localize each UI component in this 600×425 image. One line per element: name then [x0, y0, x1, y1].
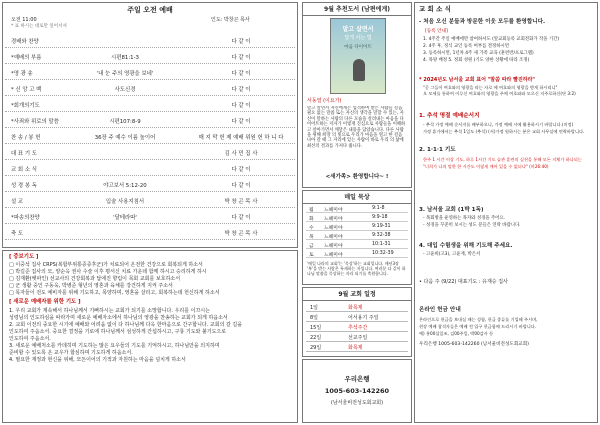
- left-page: [2, 2, 298, 423]
- news-welcome: - 처음 오신 분들과 방문한 이웃 모두를 환영합니다.: [419, 19, 546, 25]
- news-motto: * 2024년도 남서울 교회 표어 "말씀 따라 빨진하라": [419, 77, 536, 83]
- news-header: 교 회 소 식: [419, 5, 451, 13]
- news-item: 오 모세를 통하여 이루신 여호와의 영광을 주께 여호와와 모으신 저주로하신(단 3:2): [423, 91, 576, 96]
- account-panel: [302, 359, 412, 423]
- order-label: 성 경 봉 독: [11, 183, 37, 189]
- order-label: *사죄와 위로의 말씀: [11, 119, 59, 125]
- calendar-row: 토 느헤미야 10:32-39: [306, 249, 408, 258]
- news-item: 3. 등록하시면, 1년차 4주 새 가족 교육 (훈련반/프로그램): [423, 51, 534, 56]
- prayer-item: □ 군 생활 중인 구동욱, 박병준 형년의 영혼과 육체를 강건하게 지켜 주소서: [9, 283, 173, 289]
- order-right: 다 같 이: [231, 215, 251, 221]
- account-holder: (남서울비전성도회교회): [330, 400, 384, 406]
- newfamily-item: 3. 새로운 예배처소를 카데히며 기도하는 많은 요우들의 기도를 기억하시고, 하나님만을 의지하며: [9, 343, 220, 349]
- prayer-item: □ 이중석 집사 CRPS(복합부위통증증후군)가 치료되어 온전한 건강으로 회복되게 하소서: [9, 262, 203, 268]
- schedule-row: 8일 어서용기 주일: [306, 312, 408, 322]
- order-label: *파송의찬양: [11, 215, 40, 221]
- order-mid: 시편107:8-9: [109, 119, 141, 125]
- news-item: 예) 홍00십일조, 김00주일, 박00감사 등: [419, 331, 494, 336]
- order-mid: 야고보서 5:12-20: [103, 183, 147, 189]
- book-cover: [330, 18, 386, 94]
- news-item: - 추석 가정 예배 순서지를 배부하오니, 가정 예배 시에 활용하시기 바랍니다.(미정): [423, 122, 574, 127]
- news-item: "너희가 나의 말한 한 시간도 이렇게 깨어 있을 수 없더냐" (마26:40): [423, 164, 549, 169]
- star-note: * 표 하시는 대로만 일어서셔: [11, 24, 67, 29]
- account-bank: 우리은행: [344, 375, 370, 383]
- news-section-title: 2. 1·1·1 기도: [419, 147, 456, 153]
- schedule-row: 15일 추석주간: [306, 322, 408, 332]
- news-item: - 고윤희(고3), 고윤재, 박은서: [423, 252, 481, 257]
- order-label: 축 도: [11, 231, 24, 237]
- order-row: [5, 225, 295, 240]
- news-section-title: 3. 남서울 교회 (1박 1독): [419, 207, 484, 213]
- order-right: 다 같 이: [231, 119, 251, 125]
- order-label: * 신 앙 고 백: [11, 87, 42, 93]
- news-item: 한주 1 시간 이상 기도, 하루 1시간 기도 습관 훈련의 실천을 통해 모든 지체가 하나되는: [423, 157, 582, 162]
- prayer-title: [ 중보기도 ]: [9, 254, 39, 260]
- news-panel: [414, 2, 598, 423]
- order-right: 박 창 곤 목 사: [224, 231, 258, 237]
- prayer-item: □ 박길준 집사의 모, 양순옥 권사 수술 이후 평서신 치료 가운데 함께 하시고 승리하게 하시: [9, 269, 207, 275]
- newfamily-item: 인도하여 주옵소서. 중요한 결정을 기로에 하나님께서 섬성하게 간섭하시고, 구룡 기도와 불기도으로: [9, 329, 227, 335]
- calendar-panel: [302, 190, 412, 285]
- newfamily-item: 2. 교회 이전의 중요한 시기에 예배와 어려움 없이 다 하나님께 다옥 한마음으로 간구합니다. 교회의 갈 길을: [9, 322, 243, 328]
- order-row: [5, 129, 295, 144]
- book-author: 서동열 (이요가): [307, 98, 342, 104]
- order-right: 김 사 민 집 사: [224, 151, 258, 157]
- order-right: 다 같 이: [231, 87, 251, 93]
- news-item: 2. 4주 후, 정식 교인 등록 여부를 결정하시면: [423, 44, 510, 49]
- newfamily-title: [ 새로운 예배자를 위한 기도 ]: [9, 299, 81, 305]
- newfamily-item: 4. 필요한 재정과 현신을 위해, 모든이어의 기적과 자원하는 마음을 넘치게 하소서: [9, 357, 186, 363]
- cover-figure: [353, 59, 365, 81]
- order-row: [5, 209, 295, 224]
- news-item: 4. 목양 배정 5. 정회 성원 (기도 양한 상황에 따라 조정): [423, 58, 530, 63]
- order-row: [5, 177, 295, 192]
- order-label: 설 교: [11, 199, 24, 205]
- calendar-row: 수 느헤미야 9:19-31: [306, 222, 408, 231]
- calendar-row: 월 느헤미야 9:1-8: [306, 204, 408, 213]
- order-of-worship-panel: [2, 2, 298, 248]
- calendar-row: 화 느헤미야 9:9-18: [306, 213, 408, 222]
- order-row: [5, 81, 295, 96]
- order-label: 교 회 소 식: [11, 167, 37, 173]
- calendar-row: 금 느헤미야 10:1-31: [306, 240, 408, 249]
- newfamily-item: 준비할 수 있도록 온 교우가 합심하며 기도하게 하옵소서.: [9, 350, 133, 356]
- schedule-panel: [302, 287, 412, 357]
- schedule-row: 22일 선교주일: [306, 332, 408, 342]
- news-item: 현장 예배 참석자들은 예배 전 입구 헌금함에 드리시기 바랍니다.: [419, 324, 537, 329]
- order-row: [5, 161, 295, 176]
- order-row: [5, 65, 295, 80]
- cover-title-1: 말고 살면서: [342, 26, 374, 33]
- order-label: 대 표 기 도: [11, 151, 37, 157]
- worship-title: 주일 오전 예배: [127, 6, 173, 14]
- order-row: [5, 33, 295, 48]
- order-row: [5, 193, 295, 208]
- order-mid: '내 눈 주의 영광을 보네': [96, 71, 154, 77]
- order-label: 찬 송 / 봉 헌: [11, 135, 41, 141]
- order-right: 다 같 이: [231, 71, 251, 77]
- book-header: 9월 추천도서 (남편에게): [303, 4, 411, 16]
- news-item: 우리은행 1005-603-142260 (남서울비전성도회교회): [419, 342, 529, 347]
- news-item: 온라인으로 헌금을 보내실 때는 성함, 헌금 종류를 기입해 주시며,: [419, 317, 538, 322]
- order-label: *영 광 송: [11, 71, 33, 77]
- calendar-row: 목 느헤미야 9:32-38: [306, 231, 408, 240]
- order-mid: '달테라따': [113, 215, 137, 221]
- order-row: [5, 145, 295, 160]
- news-next-prayer: • 다음 주 (9/22) 대표기도 : 유재승 집사: [419, 279, 508, 285]
- order-right: 다 같 이: [231, 183, 251, 189]
- order-mid: 입술 사용지침서: [105, 199, 145, 205]
- schedule-row: 1일 화목제: [306, 302, 408, 312]
- news-online-title: 온라인 헌금 안내: [419, 307, 461, 313]
- news-registration-title: [등록 안내]: [425, 29, 448, 34]
- calendar-title: 매일 묵상: [303, 192, 411, 204]
- book-description: 말고 살면서 자신에게는 엄격하며 받는 사람들 걸음 필요 없는 말씀 또는 자신의 생각을 말할 수 있는, 자신이 말하는 사람의 다른 모습을 살려내는 마음을 다이어트하는 저자가 이렇게 진심으로 사람들을 이해하고 살아가면서 깨달은 내용을 담았습니다. 다른 사람을 위해 희망 의 빛으로 우리가 마음을 열고 한 걸음 나아 갈 때 그 자리에 있는 사람이 바로 우리 의 삶에 최선의 결과를 가져다 줍니다.: [307, 106, 406, 149]
- news-item: - 성경을 꾸준히 보시는 성도 분들은 연락 바랍니다.: [423, 223, 521, 228]
- order-label: *예배의 부름: [11, 55, 42, 61]
- book-notice: <새가족> 환영합니다~ !: [325, 174, 389, 180]
- schedule-row: 29일 화목제: [306, 342, 408, 352]
- order-right: 다 같 이: [231, 55, 251, 61]
- newfamily-item: 인도하여 주옵소서.: [9, 336, 51, 342]
- prayer-item: □ 김재환(벳파인) 선교사의 건강회복과 답에진 향림이 목회 교회를 보호하소서: [9, 276, 181, 282]
- order-row: [5, 49, 295, 64]
- worship-preacher: 인도: 박창곤 목사: [211, 17, 250, 23]
- cover-subtitle: 마음 다이어트: [344, 45, 372, 50]
- news-item: 1. 4주간 주일 예배에만 참여하셔도 (앞교회등록 교회전화가 작을 기간): [423, 37, 560, 42]
- news-item: "곧 그들이 여호와의 영광을 라는 자로 에 여호와의 영광을 받게 하시리니": [423, 85, 558, 90]
- order-label: *회개의기도: [11, 103, 40, 109]
- order-row: [5, 113, 295, 128]
- book-panel: [302, 2, 412, 188]
- order-right: 박 창 곤 목 사: [224, 199, 258, 205]
- order-row: [5, 97, 295, 112]
- schedule-title: 9월 교회 일정: [303, 289, 411, 301]
- news-section-title: 4. 대입 수험생을 위해 기도해 주세요.: [419, 243, 513, 249]
- order-right: 매 지 막 헌 제 예배 위원 헌 하 니 다: [198, 135, 284, 141]
- newfamily-item: 성령님의 인도하심을 따라가며 새로운 예배자소에서 하나님의 영광을 찬송하는 교회가 되게 하옵소서: [9, 315, 228, 321]
- order-right: 다 같 이: [231, 167, 251, 173]
- order-mid: 36장 주 예수 이름 높이어: [94, 135, 156, 141]
- order-right: 다 같 이: [231, 103, 251, 109]
- news-item: - 목회방을 운영하는 목자와 성경을 주어요.: [423, 216, 506, 221]
- news-section-title: 1. 추석 명절 예배순서지: [419, 113, 480, 119]
- account-number: 1005-603-142260: [324, 387, 390, 395]
- calendar-note: '매일 나라의 교회'는 '묵상'하는 교회입니다. 매년3장 '복'을 받는 사람은 특새하는 자입니다. 여러분 다 같이 하나님 말씀을 묵상하는 자라 되기를 축원합니다.: [307, 261, 406, 276]
- cover-title-2: 답게 사는 법: [344, 35, 372, 41]
- order-mid: 시편81:1-3: [111, 55, 139, 61]
- newfamily-item: 1. 우리 교회가 계속해서 하나님께서 기뻐하시는 교회가 되기를 소망합니다. 우리를 이끄시는: [9, 308, 210, 314]
- prayer-panel: [2, 250, 298, 423]
- worship-time: 오전 11:00: [11, 17, 37, 23]
- right-page: [302, 2, 598, 423]
- order-mid: 사도신경: [114, 87, 136, 93]
- prayer-item: □ 목자들이 전도 예비자를 위해 기도하고, 목양하며, 영혼을 살리고, 회복하는데 헌신하게 하소서: [9, 290, 220, 296]
- news-item: 가정 휴가에서는 추석 1일도 (추석) (서)가정 원하시는 분은 교회 사무실에 연락바랍니다.: [423, 129, 585, 134]
- order-right: 다 같 이: [231, 39, 251, 45]
- order-label: 경배와 찬양: [11, 39, 39, 45]
